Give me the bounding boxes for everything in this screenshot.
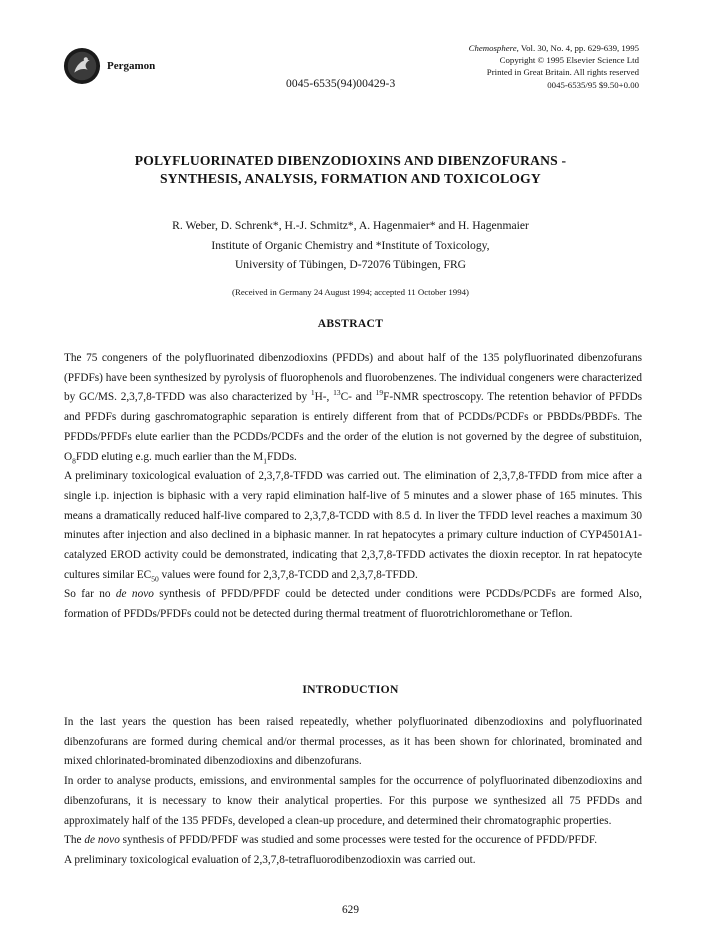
abstract-paragraph-2 [64, 467, 642, 585]
text-run: A preliminary toxicological evaluation of 2,3,7,8-TFDD was carried out. The elimination of 2,3,7,8-TFDD from mice after a single i.p. injection is biphasic with a very rapid elimination half-live of 5 minutes and a slower phase of 165 minutes. This means a dramatically reduced half-live compared to 2,3,7,8-TCDD with 8.5 d. In liver the TFDD level reaches a maximum 30 minutes after injection and also declined in a biphasic manner. In rat hepatocytes a primary culture induction of CYP4501A1-catalyzed EROD activity could be demonstrated, indicating that 2,3,7,8-TFDD activates the dioxin receptor. In rat hepatocyte cultures similar EC [64, 470, 642, 581]
paper-title [0, 152, 701, 188]
introduction-body [64, 713, 642, 871]
italic-term: de novo [115, 588, 154, 601]
intro-paragraph-2: In order to analyse products, emissions, and environmental samples for the occurrence of polyfluorinated dibenzodioxins and dibenzofurans, it is necessary to know their analytical properties. For this purpose we synthesized all 75 PFDDs and approximately half of the 135 PFDFs, developed a clean-up procedure, and determined their chromatographic properties. [64, 775, 642, 827]
text-run: So far no [64, 588, 116, 601]
publisher-name: Pergamon [107, 60, 156, 72]
abstract-body [64, 349, 642, 625]
journal-volume: , Vol. 30, No. 4, pp. 629-639, 1995 [516, 43, 639, 53]
text-run: synthesis of PFDD/PFDF was studied and some processes were tested for the occurence of PFDD/PFDF. [119, 834, 598, 847]
affiliation-line-1: Institute of Organic Chemistry and *Institute of Toxicology, [211, 238, 490, 252]
journal-reference [469, 42, 639, 54]
intro-paragraph-4: A preliminary toxicological evaluation of 2,3,7,8-tetrafluorodibenzodioxin was carried out. [64, 853, 476, 866]
subscript: 50 [151, 573, 159, 583]
printed-line: Printed in Great Britain. All rights reserved [486, 67, 639, 78]
superscript: 1 [310, 388, 315, 398]
author-block [0, 216, 701, 275]
abstract-paragraph-1 [64, 349, 642, 467]
author-list: R. Weber, D. Schrenk*, H.-J. Schmitz*, A. Hagenmaier* and H. Hagenmaier [172, 219, 529, 232]
subscript: 8 [72, 455, 76, 465]
italic-term: de novo [84, 834, 120, 847]
text-run: values were found for 2,3,7,8-TCDD and 2,3,7,8-TFDD. [158, 568, 418, 581]
copyright-line: Copyright © 1995 Elsevier Science Ltd [499, 55, 639, 66]
issn-price-line: 0045-6535/95 $9.50+0.00 [547, 79, 639, 90]
text-run: F-NMR spectroscopy. The retention behavior of PFDDs and PFDFs during gaschromatographic separation is entirely different from that of PCDDs/PCDFs or PBDDs/PBDFs. The PFDDs/PFDFs elute earlier than the PCDDs/PCDFs and the order of the elution is not governed by the degree of substituion, O [64, 391, 642, 463]
title-line-1: POLYFLUORINATED DIBENZODIOXINS AND DIBENZOFURANS - [134, 153, 567, 168]
doi-code: 0045-6535(94)00429-3 [286, 78, 396, 90]
abstract-paragraph-3 [64, 585, 642, 624]
subscript: 1 [263, 455, 267, 465]
pergamon-logo-icon [63, 47, 101, 85]
text-run: FDD eluting e.g. much earlier than the M [75, 450, 264, 463]
journal-name: Chemosphere [468, 43, 517, 53]
page-number: 629 [342, 904, 359, 916]
journal-info [469, 42, 639, 91]
superscript: 19 [375, 388, 384, 398]
text-run: FDDs. [266, 450, 297, 463]
intro-paragraph-3 [64, 831, 642, 851]
text-run: H-, [314, 391, 334, 404]
abstract-heading: ABSTRACT [317, 317, 384, 330]
text-run: The 75 congeners of the polyfluorinated dibenzodioxins (PFDDs) and about half of the 135 polyfluorinated dibenzofurans (PFDFs) have been synthesized by pyrolysis of fluorophenols and fluorobenzenes. The individual congeners were characterized by GC/MS. 2,3,7,8-TFDD was also characterized by [64, 352, 642, 404]
intro-paragraph-1: In the last years the question has been raised repeatedly, whether polyfluorinated dibenzodioxins and polyfluorinated dibenzofurans are formed during chemical and/or thermal processes, as it has been shown for chlorinated, brominated and mixed chlorinated-brominated dibenzodioxins and dibenzofurans. [64, 716, 642, 768]
title-line-2: SYNTHESIS, ANALYSIS, FORMATION AND TOXICOLOGY [160, 171, 541, 186]
received-dates: (Received in Germany 24 August 1994; accepted 11 October 1994) [232, 287, 469, 297]
superscript: 13 [333, 388, 341, 398]
text-run: synthesis of PFDD/PFDF could be detected under conditions were PCDDs/PCDFs are formed Also, formation of PFDDs/PFDFs could not be detected during thermal treatment of fluorotrichloromethane or Teflon. [64, 588, 642, 621]
affiliation-line-2: University of Tübingen, D-72076 Tübingen, FRG [234, 258, 467, 271]
text-run: C- and [340, 391, 376, 404]
introduction-heading: INTRODUCTION [302, 683, 399, 696]
text-run: The [64, 834, 85, 847]
